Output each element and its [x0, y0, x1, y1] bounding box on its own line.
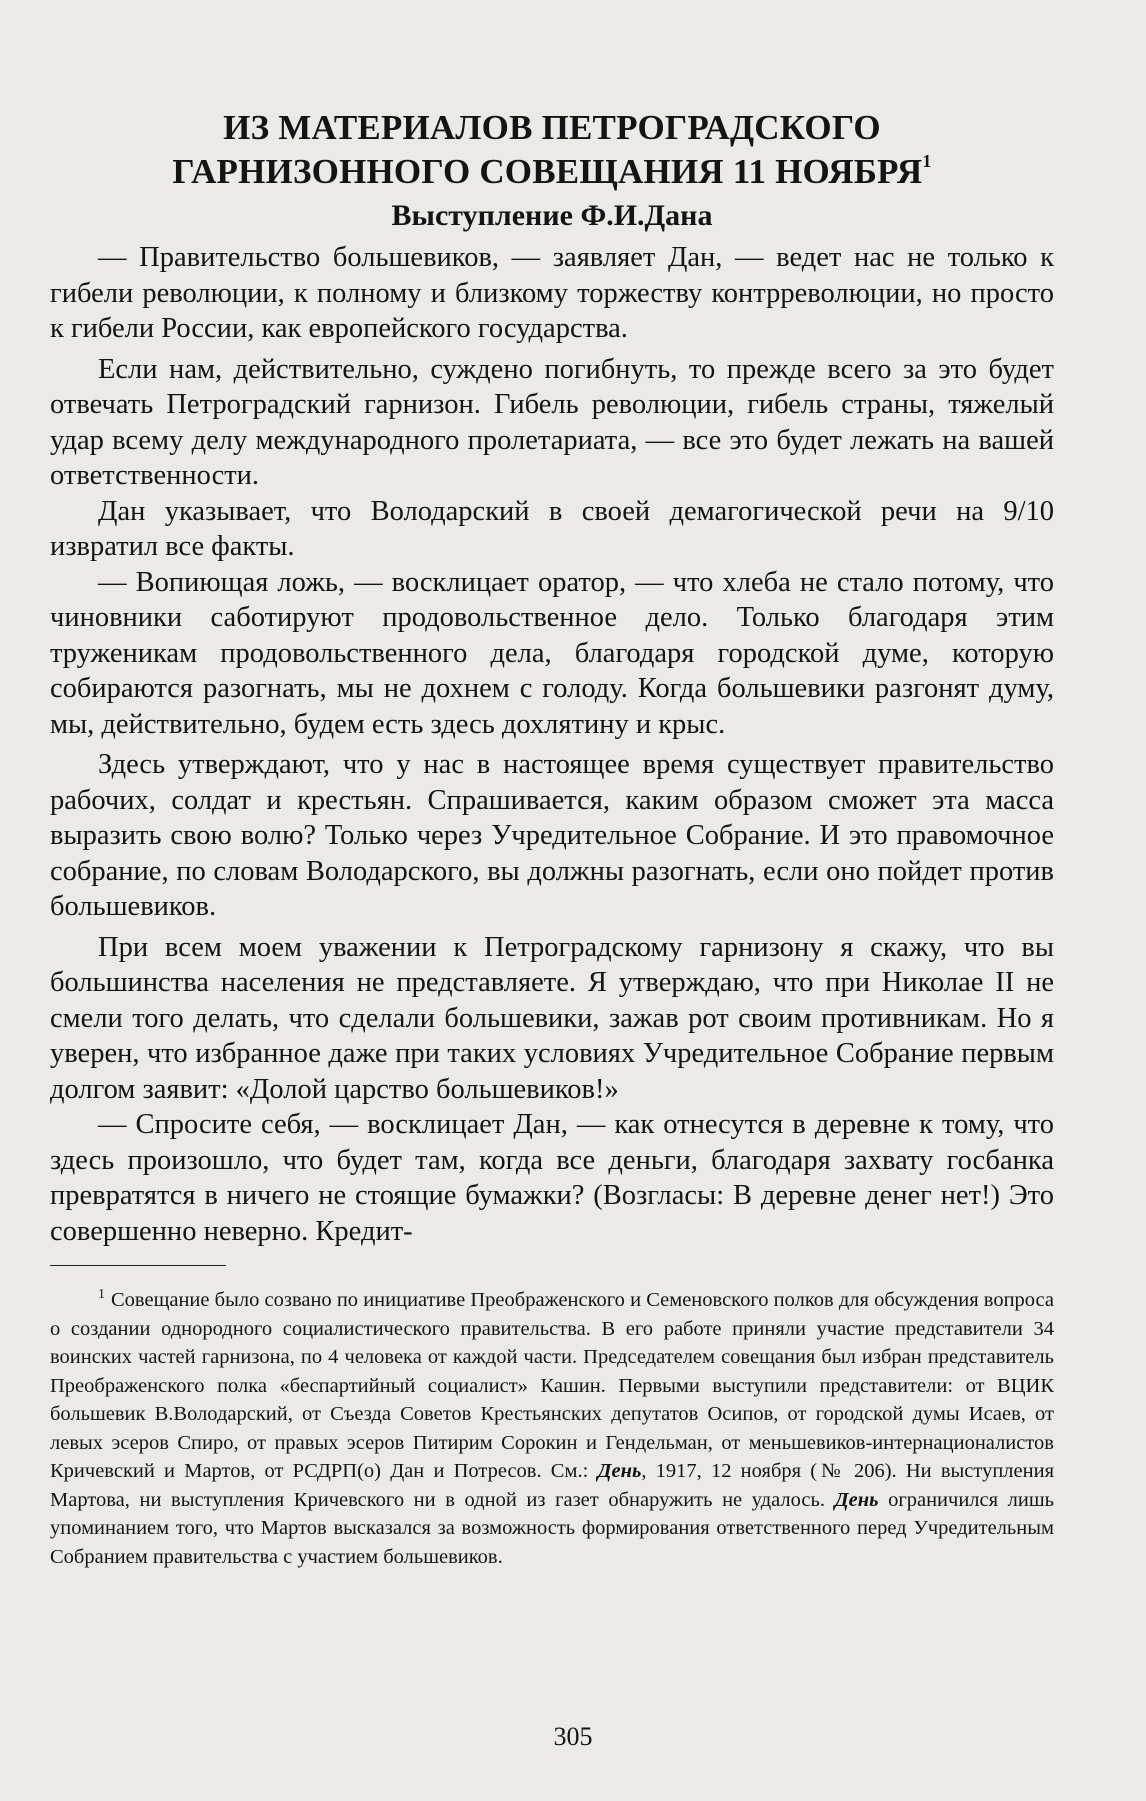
- paragraph: Если нам, действительно, суждено погибнуть, то прежде всего за это будет отвечать Петроградский гарнизон. Гибель революции, гибель страны, тяжелый удар всему делу международного пролетариата, — все это будет лежать на вашей ответственности.: [50, 353, 1054, 491]
- paragraph: Здесь утверждают, что у нас в настоящее время существует правительство рабочих, солдат и крестьян. Спрашивается, каким образом сможет эта масса выразить свою волю? Только через Учредительное Собрание. И это правомочное собрание, по словам Володарского, вы должны разогнать, если оно пойдет против большевиков.: [50, 749, 1054, 922]
- paragraph: При всем моем уважении к Петроградскому гарнизону я скажу, что вы большинства населения не представляете. Я утверждаю, что при Николае II не смели того делать, что сделали большевики, зажав рот своим противникам. Но я уверен, что избранное даже при таких условиях Учредительное Собрание первым долгом заявит: «Долой царство большевиков!»: [50, 931, 1054, 1105]
- title-line-2-text: ГАРНИЗОННОГО СОВЕЩАНИЯ 11 НОЯБРЯ: [172, 152, 923, 191]
- page-number: 305: [553, 1722, 593, 1751]
- title-line-2: [50, 150, 1054, 194]
- page-title: [50, 106, 1054, 194]
- subtitle: Выступление Ф.И.Дана: [391, 199, 713, 232]
- page-content: [50, 106, 1054, 1571]
- title-footnote-ref: 1: [922, 151, 932, 171]
- paragraph: Дан указывает, что Володарский в своей демагогической речи на 9/10 извратил все факты.: [50, 495, 1054, 562]
- footnote-text-2: , 1917, 12 ноября (№ 206). Ни выступления Мартова, ни выступления Кричевского ни в одной из газет обнаружить не удалось.: [50, 1460, 1054, 1511]
- paragraph: — Спросите себя, — восклицает Дан, — как отнесутся в деревне к тому, что здесь произошло, что будет там, когда все деньги, благодаря захвату госбанка превратятся в ничего не стоящие бумажки? (Возгласы: В деревне денег нет!) Это совершенно неверно. Кредит-: [50, 1109, 1054, 1247]
- title-line-1: ИЗ МАТЕРИАЛОВ ПЕТРОГРАДСКОГО: [223, 108, 881, 147]
- footnote-divider: [50, 1265, 226, 1266]
- footnote-source-1: День: [597, 1460, 642, 1482]
- footnote-text-3: ограничился лишь упоминанием того, что Мартов высказался за возможность формирования ответственного перед Учредительным Собранием правительства с участием большевиков.: [50, 1488, 1055, 1568]
- article-body: [50, 240, 1054, 1249]
- footnote: [50, 1286, 1054, 1571]
- paragraph: — Вопиющая ложь, — восклицает оратор, — что хлеба не стало потому, что чиновники саботируют продовольственное дело. Только благодаря этим труженикам продовольственного дела, благодаря городской думе, которую собираются разогнать, мы не дохнем с голоду. Когда большевики разгонят думу, мы, действительно, будем есть здесь дохлятину и крыс.: [50, 566, 1054, 740]
- paragraph: — Правительство большевиков, — заявляет Дан, — ведет нас не только к гибели революции, к полному и близкому торжеству контрреволюции, но просто к гибели России, как европейского государства.: [50, 242, 1054, 344]
- footnote-marker: 1: [98, 1287, 105, 1302]
- footnote-text-1: Совещание было созвано по инициативе Преображенского и Семеновского полков для обсуждения вопроса о создании однородного социалистического правительства. В его работе приняли участие представители 34 воинских частей гарнизона, по 4 человека от каждой части. Председателем совещания был избран представитель Преображенского полка «беспартийный социалист» Кашин. Первыми выступили представители: от ВЦИК большевик В.Володарский, от Съезда Советов Крестьянских депутатов Осипов, от городской думы Исаев, от левых эсеров Спиро, от правых эсеров Питирим Сорокин и Гендельман, от меньшевиков-интернационалистов Кричевский и Мартов, от РСДРП(о) Дан и Потресов. См.:: [50, 1289, 1054, 1482]
- footnote-source-2: День: [834, 1488, 879, 1511]
